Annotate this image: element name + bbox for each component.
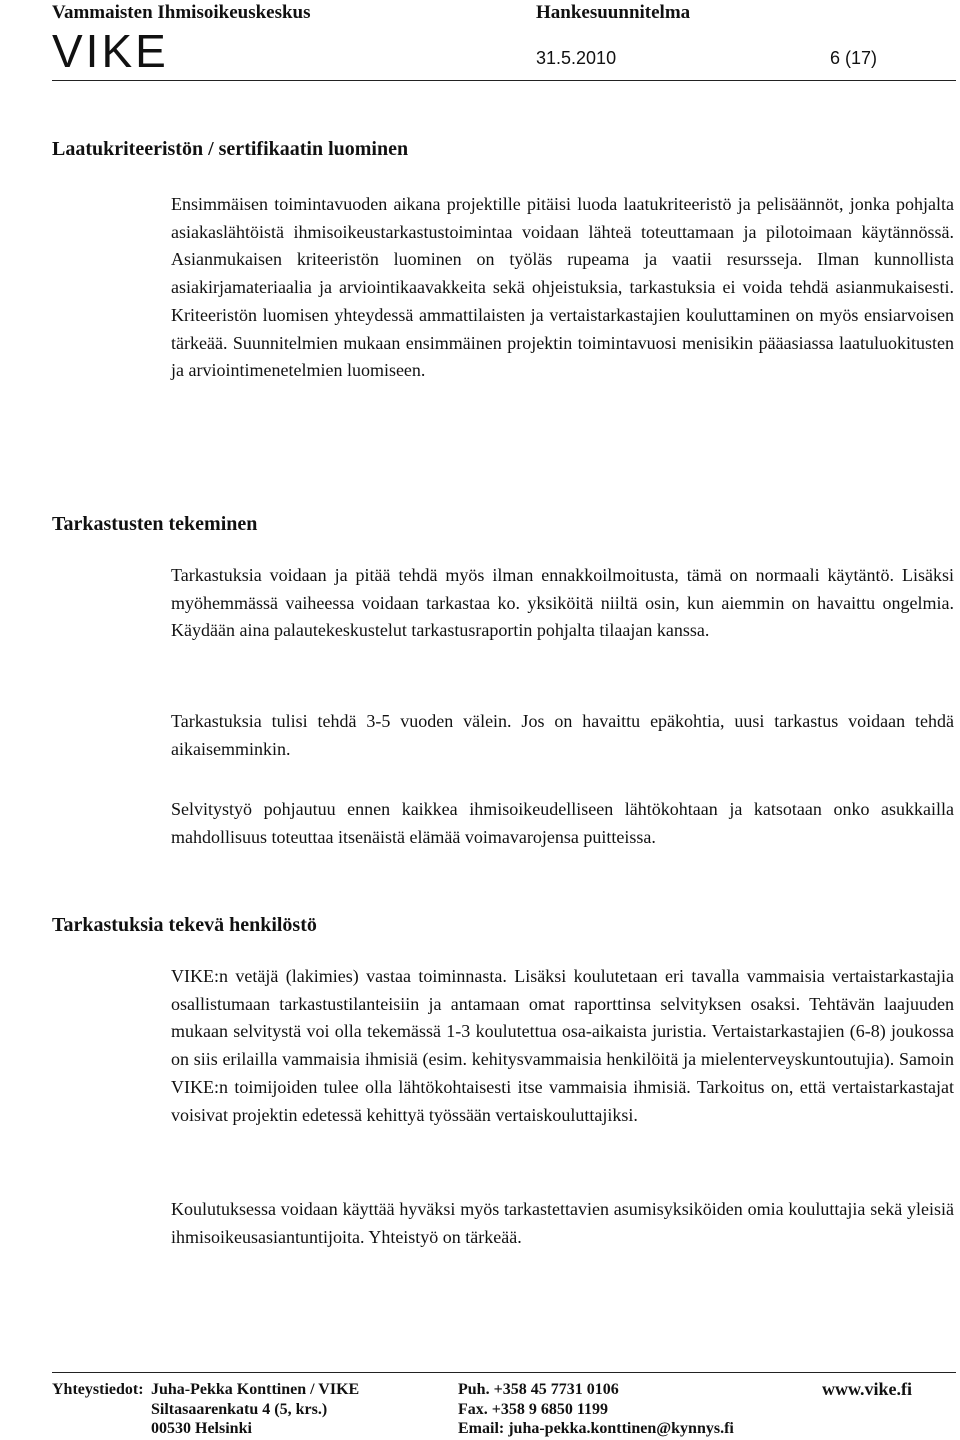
section-title-quality-criteria: Laatukriteeristön / sertifikaatin luominen [52, 138, 409, 160]
header-page-number: 6 (17) [830, 48, 878, 68]
vike-logo: VIKE [52, 25, 169, 77]
footer-street: Siltasaarenkatu 4 (5, krs.) [151, 1401, 328, 1418]
footer-email-link[interactable]: Email: juha-pekka.konttinen@kynnys.fi [458, 1420, 734, 1437]
header-org: Vammaisten Ihmisoikeuskeskus [52, 2, 311, 23]
header-date: 31.5.2010 [536, 48, 617, 68]
header-doc-type: Hankesuunnitelma [536, 2, 691, 23]
section-title-inspections: Tarkastusten tekeminen [52, 513, 258, 535]
paragraph: Selvitystyö pohjautuu ennen kaikkea ihmisoikeudelliseen lähtökohtaan ja katsotaan onko asukkailla mahdollisuus toteuttaa itsenäistä elämää voimavarojensa puitteissa. [171, 799, 954, 847]
header-separator [52, 80, 956, 81]
paragraph: Ensimmäisen toimintavuoden aikana projektille pitäisi luoda laatukriteeristö ja pelisäännöt, jonka pohjalta asiakaslähtöistä ihmisoikeustarkastustoimintaa voidaan lähteä toteuttamaan ja pilotoimaan käytännössä. Asianmukaisen kriteeristön luominen on työläs rupeama ja vaatii resursseja. Ilman kunnollista asiakirjamateriaalia ja arviointikaavakkeita sekä ohjeistuksia, tarkastuksia ei voida tehdä asianmukaisesti. Kriteeristön luomisen yhteydessä ammattilaisten ja vertaistarkastajien kouluttaminen on myös ensiarvoisen tärkeää. Suunnitelmien mukaan ensimmäinen projektin toimintavuosi menisikin pääasiassa laatuluokitusten ja arviointimenetelmien luomiseen. [171, 194, 954, 381]
paragraph: VIKE:n vetäjä (lakimies) vastaa toiminnasta. Lisäksi koulutetaan eri tavalla vammaisia vertaistarkastajia osallistumaan tarkastustilanteisiin ja antamaan omat raporttinsa selvityksen osaksi. Tehtävän laajuuden mukaan selvitystä voi olla tekemässä 1-3 koulutettua osa-aikaista juristia. Vertaistarkastajien (6-8) joukossa on siis erilailla vammaisia ihmisiä (esim. kehitysvammaisia henkilöitä ja mielenterveyskuntoutujia). Samoin VIKE:n toimijoiden tulee olla lähtökohtaisesti itse vammaisia ihmisiä. Tarkoitus on, että vertaistarkastajat voisivat projektin edetessä kehittyä työssään vertaiskouluttajiksi. [171, 966, 954, 1125]
footer-fax: Fax. +358 9 6850 1199 [458, 1401, 609, 1418]
footer-separator [52, 1372, 956, 1373]
footer-label: Yhteystiedot: [52, 1381, 144, 1398]
section-title-staff: Tarkastuksia tekevä henkilöstö [52, 914, 317, 936]
paragraph: Tarkastuksia tulisi tehdä 3-5 vuoden välein. Jos on havaittu epäkohtia, uusi tarkastus voidaan tehdä aikaisemminkin. [171, 711, 954, 759]
paragraph: Tarkastuksia voidaan ja pitää tehdä myös ilman ennakkoilmoitusta, tämä on normaali käytäntö. Lisäksi myöhemmässä vaiheessa voidaan tarkastaa ko. yksiköitä niiltä osin, kun aiemmin on havaittu ongelmia. Käydään aina palautekeskustelut tarkastusraportin pohjalta tilaajan kanssa. [171, 565, 954, 641]
footer-website-link[interactable]: www.vike.fi [822, 1379, 912, 1399]
footer-phone: Puh. +358 45 7731 0106 [458, 1381, 619, 1398]
footer-contact-name: Juha-Pekka Konttinen / VIKE [151, 1381, 360, 1398]
footer-city: 00530 Helsinki [151, 1420, 252, 1437]
paragraph: Koulutuksessa voidaan käyttää hyväksi myös tarkastettavien asumisyksiköiden omia kouluttajia sekä yleisiä ihmisoikeusasiantuntijoita. Yhteistyö on tärkeää. [171, 1199, 954, 1247]
